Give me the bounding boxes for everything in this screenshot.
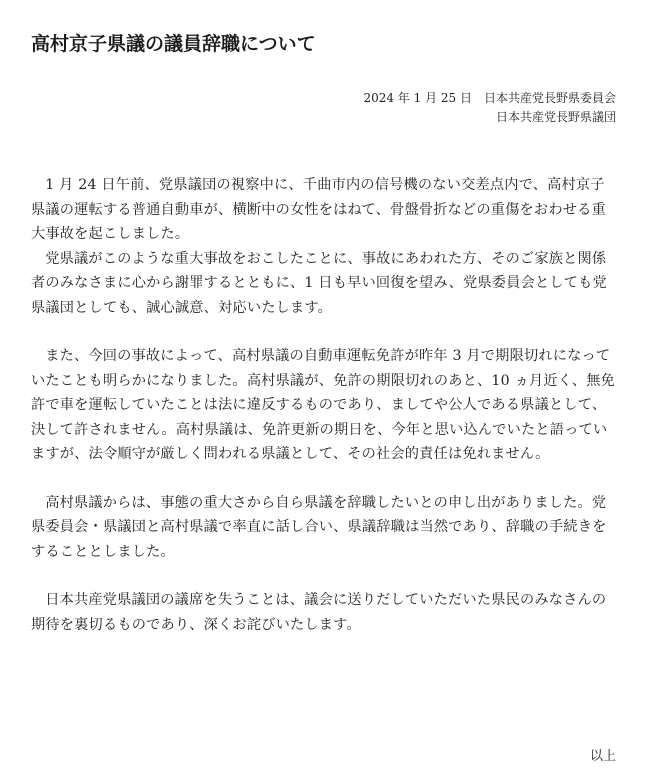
issuer-committee: 日本共産党長野県委員会 — [483, 91, 616, 105]
closing-mark: 以上 — [589, 749, 616, 764]
document-header-meta — [363, 89, 616, 127]
paragraph-resignation: 高村県議からは、事態の重大さから自ら県議を辞職したいとの申し出がありました。党県委員会・県議団と高村県議で率直に話し合い、県議辞職は当然であり、辞職の手続きをすることとしました。 — [31, 494, 607, 560]
document-title: 高村京子県議の議員辞職について — [31, 33, 316, 55]
paragraph-seat-loss: 日本共産党県議団の議席を失うことは、議会に送りだしていただいた県民のみなさんの期待を裏切るものであり、深くお詫びいたします。 — [31, 592, 607, 633]
date-issuer-line — [363, 89, 616, 108]
paragraph-accident: 1 月 24 日午前、党県議団の視察中に、千曲市内の信号機のない交差点内で、高村京子県議の運転する普通自動車が、横断中の女性をはねて、骨盤骨折などの重傷をおわせる重大事故を起こしました。 — [31, 177, 606, 242]
paragraph-apology: 党県議がこのような重大事故をおこしたことに、事故にあわれた方、そのご家族と関係者のみなさまに心から謝罪するとともに、1 日も早い回復を望み、党県委員会としても党県議団としても、誠心誠意、対応いたします。 — [31, 250, 607, 316]
issue-date: 2024 年 1 月 25 日 — [363, 91, 472, 105]
paragraph-license: また、今回の事故によって、高村県議の自動車運転免許が昨年 3 月で期限切れになっていたことも明らかになりました。高村県議が、免許の期限切れのあと、10 ヵ月近く、無免許で車を運転していたことは法に違反するものであり、ましてや公人である県議として、決して許されません。高村県議は、免許更新の期日を、今年と思い込んでいたと語っていますが、法令順守が厳しく問われる県議として、その社会的責任は免れません。 — [31, 348, 615, 462]
document-body — [31, 173, 615, 637]
issuer-assembly-group: 日本共産党長野県議団 — [495, 110, 616, 124]
